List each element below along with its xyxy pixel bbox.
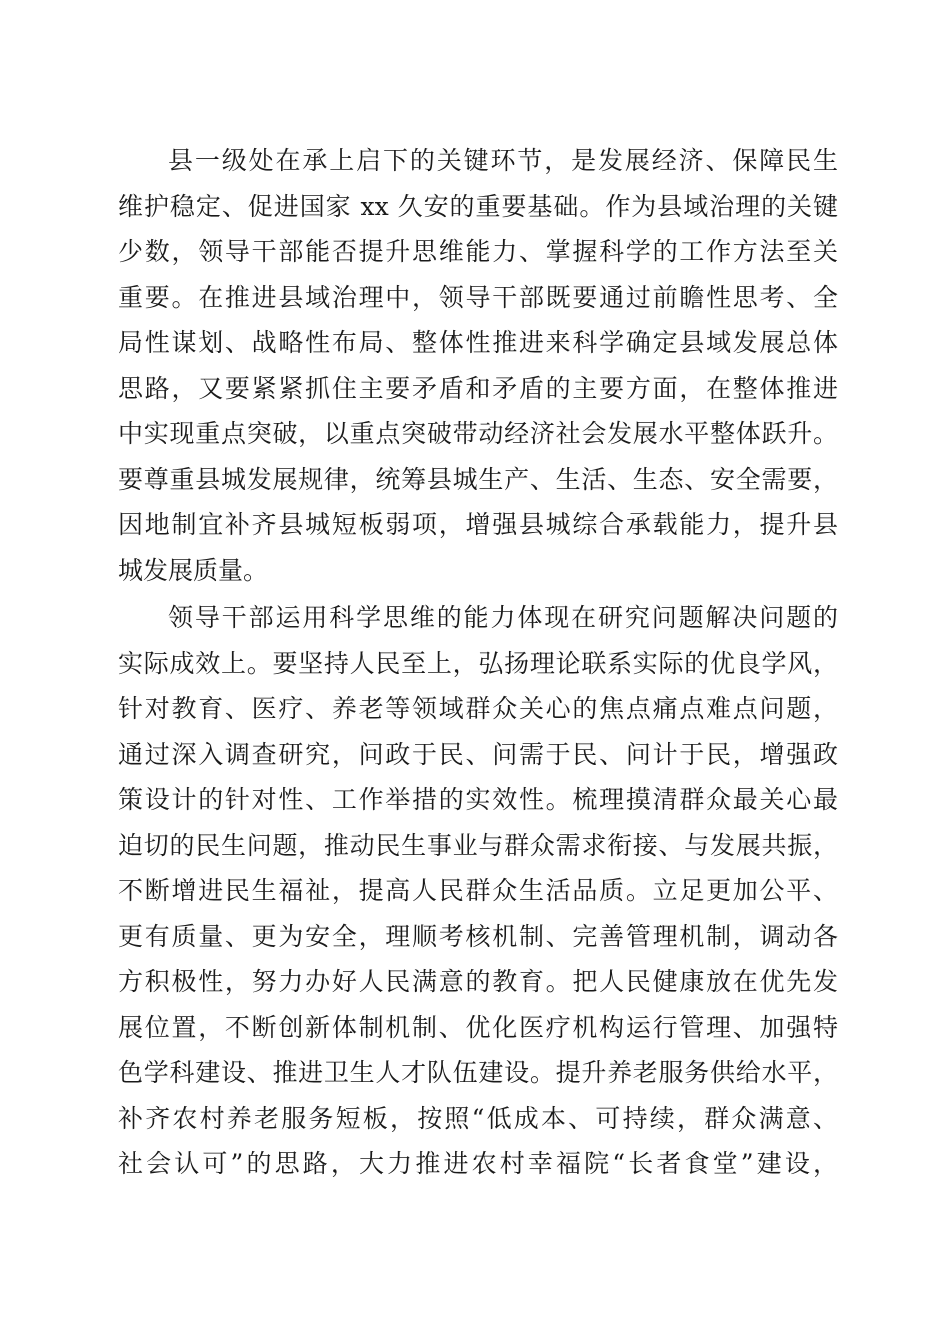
paragraph-line: 展位置，不断创新体制机制、优化医疗机构运行管理、加强特 — [118, 1012, 838, 1042]
paragraph-line: 思路，又要紧紧抓住主要矛盾和矛盾的主要方面，在整体推进 — [118, 373, 838, 403]
paragraph-line: 实际成效上。要坚持人民至上，弘扬理论联系实际的优良学风， — [118, 648, 838, 678]
paragraph-line: 要尊重县城发展规律，统筹县城生产、生活、生态、安全需要， — [118, 464, 838, 494]
paragraph-line: 策设计的针对性、工作举措的实效性。梳理摸清群众最关心最 — [118, 785, 838, 814]
paragraph-line: 方积极性，努力办好人民满意的教育。把人民健康放在优先发 — [118, 967, 838, 996]
paragraph-2 — [118, 595, 838, 1187]
paragraph-line: 针对教育、医疗、养老等领域群众关心的焦点痛点难点问题， — [118, 694, 838, 723]
paragraph-line: 领导干部运用科学思维的能力体现在研究问题解决问题的 — [168, 603, 838, 632]
paragraph-1 — [118, 138, 838, 593]
paragraph-line: 少数，领导干部能否提升思维能力、掌握科学的工作方法至关 — [118, 237, 838, 266]
paragraph-line: 补齐农村养老服务短板，按照“低成本、可持续，群众满意、 — [118, 1103, 838, 1133]
paragraph-line: 不断增进民生福祉，提高人民群众生活品质。立足更加公平、 — [118, 876, 838, 905]
paragraph-line: 城发展质量。 — [118, 555, 269, 585]
paragraph-line: 维护稳定、促进国家 xx 久安的重要基础。作为县域治理的关键 — [118, 191, 838, 221]
paragraph-line: 通过深入调查研究，问政于民、问需于民、问计于民，增强政 — [118, 739, 838, 769]
paragraph-line: 重要。在推进县域治理中，领导干部既要通过前瞻性思考、全 — [118, 282, 838, 312]
body-text — [118, 138, 838, 1187]
paragraph-line: 中实现重点突破，以重点突破带动经济社会发展水平整体跃升。 — [118, 419, 838, 448]
paragraph-line: 因地制宜补齐县城短板弱项，增强县城综合承载能力，提升县 — [118, 510, 838, 539]
paragraph-line: 县一级处在承上启下的关键环节，是发展经济、保障民生 — [168, 146, 838, 175]
paragraph-line: 更有质量、更为安全，理顺考核机制、完善管理机制，调动各 — [118, 921, 838, 951]
paragraph-line: 色学科建设、推进卫生人才队伍建设。提升养老服务供给水平， — [118, 1058, 838, 1087]
paragraph-line: 迫切的民生问题，推动民生事业与群众需求衔接、与发展共振， — [118, 830, 838, 860]
paragraph-line: 社会认可”的思路，大力推进农村幸福院“长者食堂”建设， — [118, 1149, 838, 1178]
paragraph-line: 局性谋划、战略性布局、整体性推进来科学确定县域发展总体 — [118, 328, 838, 357]
